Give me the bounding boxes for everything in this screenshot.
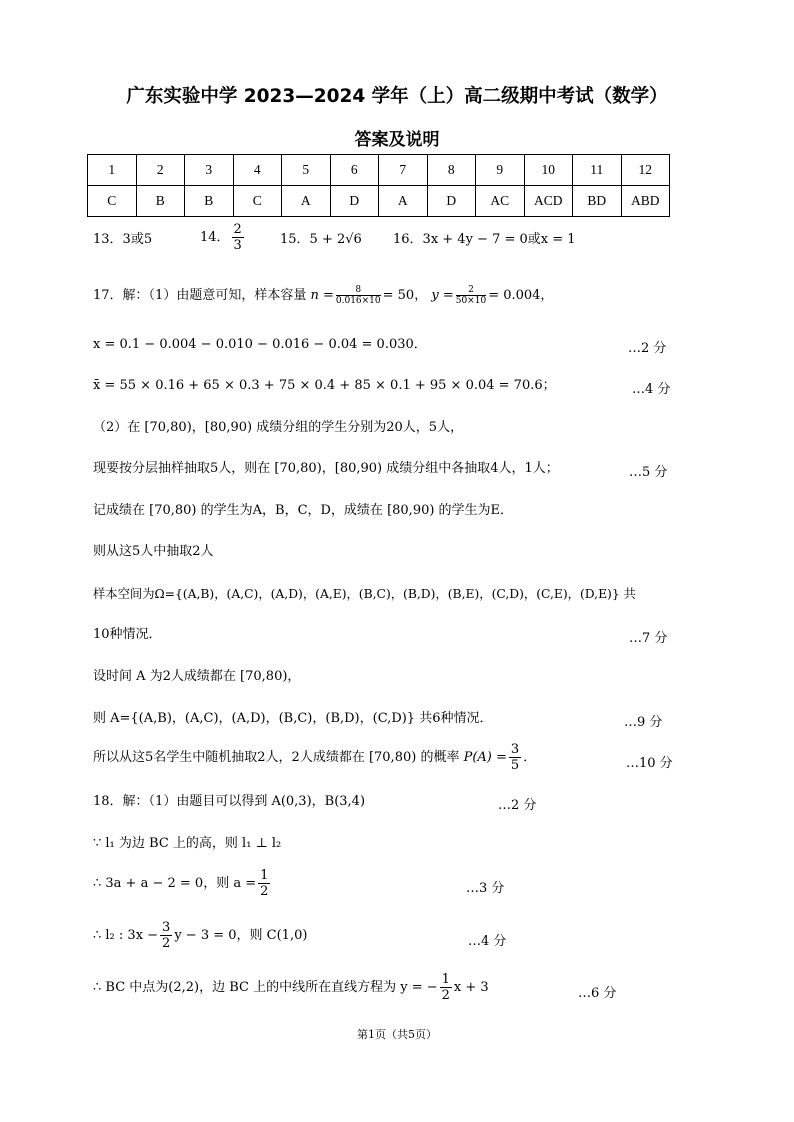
score-mark: …2 分 — [498, 798, 537, 813]
q17-line-9: 10种情况． — [93, 627, 162, 642]
y-var: y = — [431, 288, 454, 303]
sample-size-fraction — [336, 285, 381, 306]
page-footer: 第1页（共5页） — [357, 1028, 437, 1041]
q18-line-1: 18．解：（1）由题目可以得到 A(0,3)，B(3,4) — [93, 794, 366, 809]
score-mark: …7 分 — [629, 631, 668, 646]
a-fraction — [258, 868, 270, 899]
sample-size-value: = 50， — [382, 288, 428, 303]
answer-cell: ABD — [621, 186, 670, 217]
answer-cell: A — [282, 186, 331, 217]
score-mark: …2 分 — [628, 341, 667, 356]
q17-line-12 — [93, 742, 536, 773]
sample-size-var: n = — [310, 288, 334, 303]
answer-cell: B — [185, 186, 234, 217]
answer-q14-label: 14． — [200, 230, 230, 245]
question-number-cell: 1 — [88, 155, 137, 186]
question-number-cell: 11 — [573, 155, 622, 186]
score-mark: …4 分 — [468, 934, 507, 949]
q17-line-2: x = 0.1 − 0.004 − 0.010 − 0.016 − 0.04 = 0.030． — [93, 337, 427, 352]
question-number-cell: 2 — [136, 155, 185, 186]
q18-median-eq-b: x + 3 — [453, 980, 489, 995]
page-subtitle: 答案及说明 — [354, 130, 440, 150]
l2-fraction — [160, 920, 172, 951]
probability-var: P(A) = — [463, 750, 507, 765]
question-number-cell: 5 — [282, 155, 331, 186]
fraction-numerator: 3 — [510, 742, 520, 757]
fraction-numerator: 1 — [441, 972, 450, 987]
answer-cell: C — [233, 186, 282, 217]
q17-probability-text: 所以从这5名学生中随机抽取2人，2人成绩都在 [70,80) 的概率 — [93, 750, 460, 765]
q18-l2-eq-b: y − 3 = 0，则 C(1,0) — [174, 928, 308, 943]
answer-q15: 15．5 + 2√6 — [280, 232, 362, 247]
answer-table — [87, 154, 670, 217]
score-mark: …3 分 — [466, 881, 505, 896]
median-fraction — [440, 972, 452, 1003]
fraction-denominator: 2 — [162, 936, 171, 951]
fraction-numerator: 2 — [233, 222, 242, 237]
score-mark: …9 分 — [624, 715, 663, 730]
q18-line-3 — [93, 868, 272, 899]
probability-fraction — [509, 742, 521, 773]
answer-cell: ACD — [524, 186, 573, 217]
answer-cell: D — [427, 186, 476, 217]
score-mark: …4 分 — [632, 382, 671, 397]
fraction-denominator: 2 — [260, 884, 269, 899]
score-mark: …6 分 — [578, 986, 617, 1001]
answer-cell: C — [88, 186, 137, 217]
question-number-cell: 8 — [427, 155, 476, 186]
answer-q14-fraction — [232, 222, 244, 253]
fraction-numerator: 3 — [162, 920, 171, 935]
question-number-cell: 6 — [330, 155, 379, 186]
q17-line-1 — [93, 285, 553, 306]
question-number-cell: 9 — [476, 155, 525, 186]
fraction-denominator: 3 — [233, 238, 242, 253]
q17-line-5: 现要按分层抽样抽取5人，则在 [70,80)，[80,90) 成绩分组中各抽取4人，1人； — [93, 461, 559, 476]
fraction-denominator: 2 — [441, 988, 450, 1003]
q17-line-10: 设时间 A 为2人成绩都在 [70,80)， — [93, 669, 301, 684]
answer-table-number-row — [88, 155, 670, 186]
q18-eq-a: ∴ 3a + a − 2 = 0，则 a = — [93, 876, 257, 891]
answer-cell: AC — [476, 186, 525, 217]
q17-line-4: （2）在 [70,80)，[80,90) 成绩分组的学生分别为20人，5人， — [93, 420, 464, 435]
score-mark: …10 分 — [626, 756, 673, 771]
fraction-denominator: 50×10 — [455, 296, 487, 306]
answer-cell: B — [136, 186, 185, 217]
q18-line-2: ∵ l₁ 为边 BC 上的高，则 l₁ ⊥ l₂ — [93, 836, 282, 851]
q17-line-8: 样本空间为Ω={(A,B)，(A,C)，(A,D)，(A,E)，(B,C)，(B,D)，(B,E)，(C,D)，(C,E)，(D,E)} 共 — [93, 587, 636, 601]
fraction-denominator: 5 — [510, 758, 520, 773]
answer-q16: 16．3x + 4y − 7 = 0或x = 1 — [393, 232, 576, 247]
fraction-numerator: 1 — [260, 868, 269, 883]
question-number-cell: 4 — [233, 155, 282, 186]
y-value: = 0.004， — [488, 288, 554, 303]
page-title: 广东实验中学 2023—2024 学年（上）高二级期中考试（数学） — [126, 86, 668, 107]
q17-line-7: 则从这5人中抽取2人 — [93, 544, 214, 559]
q18-line-5 — [93, 972, 489, 1003]
answer-table-answer-row — [88, 186, 670, 217]
question-number-cell: 10 — [524, 155, 573, 186]
answer-cell: D — [330, 186, 379, 217]
q17-line-11: 则 A={(A,B)，(A,C)，(A,D)，(B,C)，(B,D)，(C,D)} 共6种情况． — [93, 711, 493, 726]
fraction-denominator: 0.016×10 — [335, 296, 381, 306]
q17-line-3: x̄ = 55 × 0.16 + 65 × 0.3 + 75 × 0.4 + 85 × 0.1 + 95 × 0.04 = 70.6； — [93, 378, 556, 393]
answer-q14 — [200, 222, 246, 253]
question-number-cell: 7 — [379, 155, 428, 186]
sentence-end: ． — [523, 750, 537, 765]
answer-cell: BD — [573, 186, 622, 217]
q18-median-eq-a: ∴ BC 中点为(2,2)，边 BC 上的中线所在直线方程为 y = − — [93, 980, 438, 995]
q17-intro: 17．解：（1）由题意可知，样本容量 — [93, 288, 307, 303]
score-mark: …5 分 — [629, 465, 668, 480]
question-number-cell: 3 — [185, 155, 234, 186]
answer-q13: 13．3或5 — [93, 232, 153, 247]
fraction-numerator: 2 — [456, 285, 486, 296]
q18-l2-eq-a: ∴ l₂ : 3x − — [93, 928, 159, 943]
answer-cell: A — [379, 186, 428, 217]
q17-line-6: 记成绩在 [70,80) 的学生为A，B，C，D，成绩在 [80,90) 的学生为E． — [93, 503, 514, 518]
fraction-numerator: 8 — [336, 285, 381, 296]
question-number-cell: 12 — [621, 155, 670, 186]
y-fraction — [456, 285, 486, 306]
q18-line-4 — [93, 920, 307, 951]
